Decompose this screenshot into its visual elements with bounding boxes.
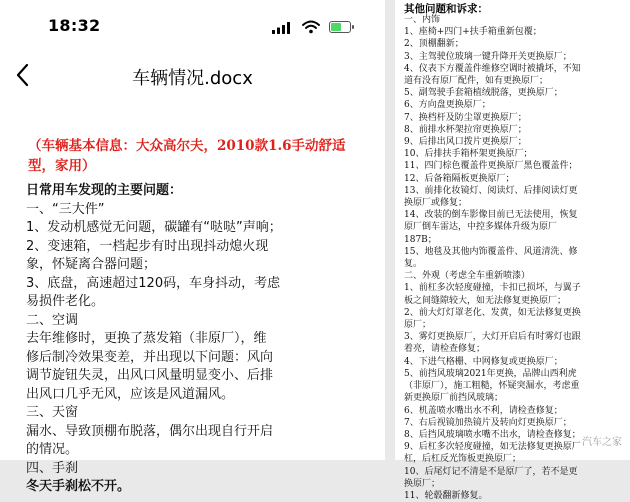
doc-line: 一、“三大件” bbox=[26, 201, 105, 217]
doc-line: 象，怀疑离合器问题； bbox=[26, 257, 157, 272]
page2-line: 10、后排扶手箱杯架更换原厂； bbox=[404, 149, 533, 160]
doc-line: 的情况。 bbox=[26, 442, 79, 457]
battery-nub bbox=[352, 25, 354, 29]
page2-line: 二、外观（考虑全车重新喷漆） bbox=[404, 271, 531, 282]
doc-line: 1、发动机感觉无问题，碳罐有“哒哒”声响； bbox=[26, 220, 282, 235]
page2-line: 原厂； bbox=[404, 320, 432, 331]
page2-line: 9、后杠多次轻度碰撞，如无法修复更换原厂 bbox=[404, 442, 581, 453]
page2-line: 4、仪表下方覆盖件维修空调时被撬坏，不知 bbox=[404, 63, 581, 74]
document-view[interactable] bbox=[0, 96, 385, 494]
wifi-icon bbox=[302, 20, 320, 34]
page2-line: 3、主驾驶位玻璃一键升降开关更换原厂； bbox=[404, 51, 572, 62]
page2-line: 1、前杠多次轻度碰撞，卡扣已损坏，与翼子 bbox=[404, 283, 581, 294]
page2-line: 10、后尾灯记不清是不是原厂了，若不是更 bbox=[404, 466, 578, 477]
page2-line: 2、顶棚翻新； bbox=[404, 39, 464, 50]
page2-line: 13、前排化妆镜灯、阅读灯、后排阅读灯更 bbox=[404, 185, 578, 196]
doc-line: 三、天窗 bbox=[26, 405, 79, 420]
page2-line: 6、方向盘更换原厂； bbox=[404, 100, 491, 111]
document-title: 车辆情况.docx bbox=[132, 68, 253, 89]
page2-line: 换原厂或修复； bbox=[404, 198, 468, 209]
doc-line: 日常用车发现的主要问题： bbox=[26, 183, 183, 198]
doc-line: 修后制冷效果变差，并出现以下问题：风向 bbox=[26, 349, 274, 365]
page2-line: 新更换原厂前挡风玻璃； bbox=[404, 393, 504, 404]
page2-line: 板之间缝隙较大，如无法修复更换原厂； bbox=[404, 295, 567, 306]
status-bar bbox=[0, 0, 385, 56]
page2-title: 其他问题和诉求： bbox=[404, 3, 488, 15]
doc-line: 出风口几乎无风，应该是风道漏风。 bbox=[26, 386, 235, 402]
page2-line: 复。 bbox=[404, 259, 423, 270]
page2-line: 8、前排水杯架拉帘更换原厂； bbox=[404, 124, 527, 135]
page2-line: 3、雾灯更换原厂，大灯开启后有时雾灯也跟 bbox=[404, 332, 581, 343]
nav-bar bbox=[0, 56, 385, 96]
page2-line: 5、前挡风玻璃2021年更换，品牌山西利虎 bbox=[404, 368, 577, 379]
page2-line: 1、座椅+四门+扶手箱重新包覆； bbox=[404, 27, 542, 38]
page2-line: 杠，后杠反光饰板更换原厂； bbox=[404, 454, 522, 465]
page2-line: 7、换档杆及防尘罩更换原厂； bbox=[404, 112, 527, 123]
page2-line: 换原厂； bbox=[404, 478, 441, 489]
page2-line: 15、地毯及其他内饰覆盖件、风道清洗、修 bbox=[404, 246, 578, 257]
page2-line: 7、右后视镜加热镜片及转向灯更换原厂； bbox=[404, 417, 572, 428]
page2-line: 道有没有原厂配件，如有更换原厂； bbox=[404, 76, 549, 87]
page2-line: 一、内饰 bbox=[404, 15, 441, 25]
doc-line: 漏水、导致顶棚布脱落，偶尔出现自行开启 bbox=[26, 423, 274, 439]
page2-line: 5、副驾驶手套箱植绒脱落，更换原厂； bbox=[404, 88, 563, 99]
page2-line: 2、前大灯灯罩老化、发黄，如无法修复更换 bbox=[404, 307, 581, 318]
vehicle-base-info: （车辆基本信息：大众高尔夫，2010款1.6手动舒适型，家用） bbox=[28, 138, 346, 174]
battery-icon bbox=[329, 21, 351, 33]
status-time: 18:32 bbox=[48, 16, 101, 35]
page2-line: 12、后备箱隔板更换原厂； bbox=[404, 173, 515, 184]
cellular-signal-icon bbox=[272, 22, 290, 34]
doc-line: 2、变速箱，一档起步有时出现抖动熄火现 bbox=[26, 238, 269, 254]
watermark: 汽车之家 bbox=[582, 437, 622, 448]
page2-line: 14、改装的倒车影像目前已无法使用，恢复 bbox=[404, 210, 578, 221]
main-issues-section bbox=[26, 182, 358, 497]
doc-line: 四、手刹 bbox=[26, 460, 79, 476]
page2-line: 187B； bbox=[404, 234, 437, 245]
page2-line: 4、下进气格栅、中网修复或更换原厂； bbox=[404, 356, 563, 367]
page2-line: （非原厂），施工粗糙，怀疑突漏水，考虑重 bbox=[404, 381, 580, 392]
page2-issue-list bbox=[404, 14, 626, 502]
page2-line: 原厂倒车雷达，中控多媒体升级为原厂 bbox=[404, 222, 558, 233]
page2-line: 6、机盖喷水嘴出水不利，请检查修复； bbox=[404, 405, 563, 416]
page2-line: 8、后挡风玻璃喷水嘴不出水，请检查修复； bbox=[404, 429, 581, 440]
page2-line: 9、后排出风口拨片更换原厂； bbox=[404, 137, 527, 148]
page2-line: 11、四门棕色覆盖件更换原厂黑色覆盖件； bbox=[404, 161, 578, 172]
document-page-2 bbox=[395, 0, 630, 501]
battery-level bbox=[331, 23, 341, 31]
doc-line: 冬天手刹松不开。 bbox=[26, 479, 131, 494]
doc-line: 去年维修时，更换了蒸发箱（非原厂），维 bbox=[26, 331, 267, 346]
doc-line: 调节旋钮失灵，出风口风量明显变小、后排 bbox=[26, 368, 274, 383]
page2-line: 着亮，请检查修复； bbox=[404, 344, 486, 355]
doc-line: 二、空调 bbox=[26, 312, 79, 328]
page2-line: 11、轮毂翻新修复。 bbox=[404, 490, 488, 501]
doc-line: 易损件老化。 bbox=[26, 294, 105, 309]
doc-line: 3、底盘，高速超过120码，车身抖动，考虑 bbox=[26, 275, 281, 291]
